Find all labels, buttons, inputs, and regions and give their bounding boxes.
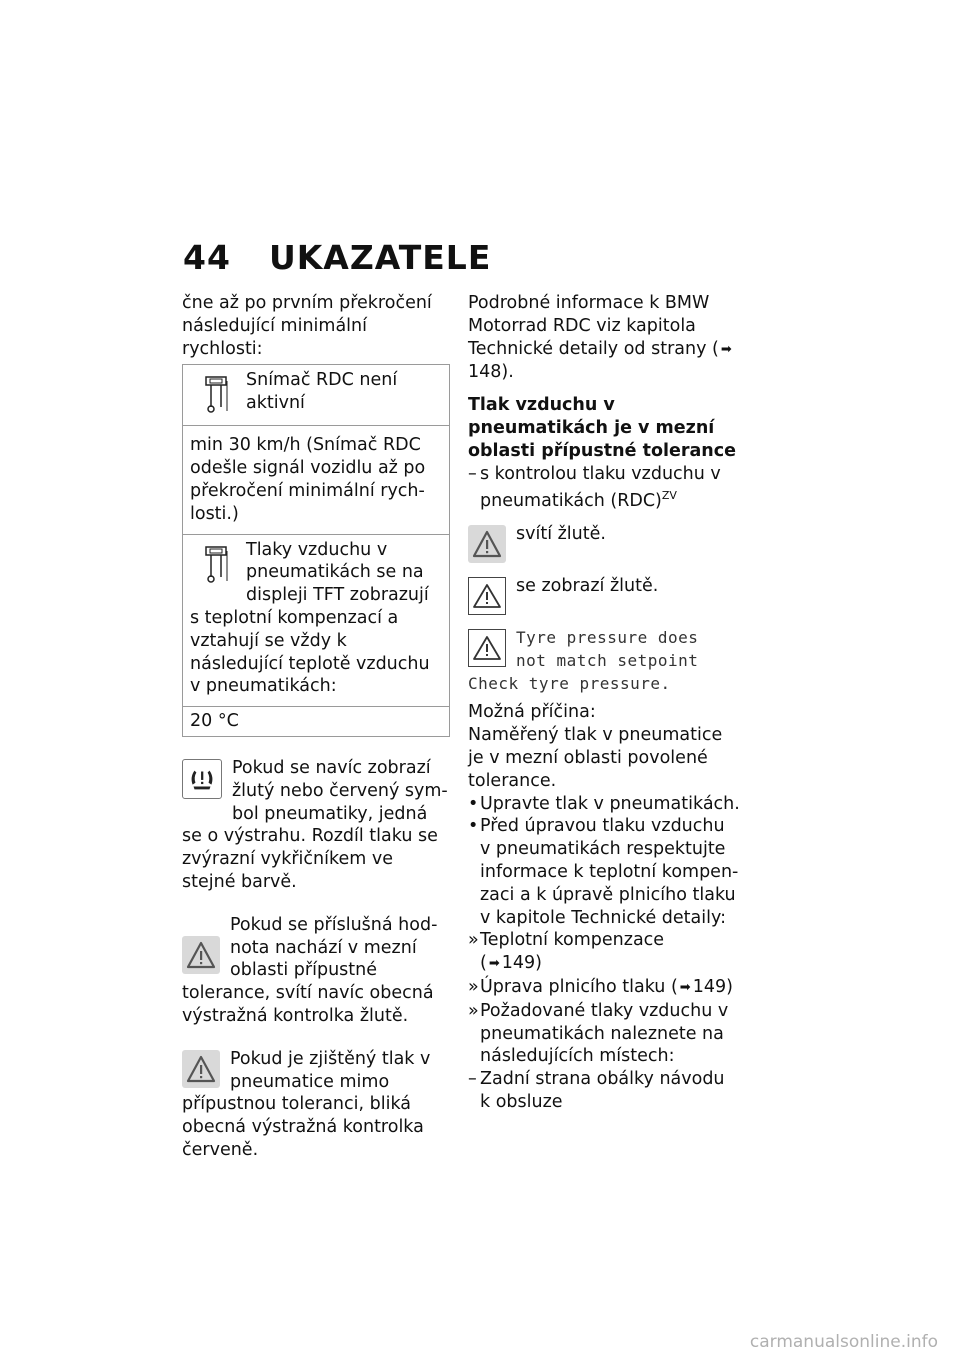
bullet-text: Před úpravou tlaku vzduchu v pneumatikách respektujte informace k teplotní kompenzaci a k úpravě plnicího tlaku v kapitole Technické detaily: bbox=[480, 816, 739, 928]
bullet-mark: • bbox=[468, 793, 479, 814]
info-paragraph bbox=[468, 292, 740, 384]
ref-mark: » bbox=[468, 1000, 479, 1021]
page-title: UKAZATELE bbox=[268, 238, 492, 277]
list-item bbox=[468, 815, 740, 929]
indicator-row bbox=[468, 523, 740, 567]
out-of-tolerance-paragraph bbox=[182, 1048, 450, 1162]
tolerance-warning-paragraph bbox=[182, 914, 450, 1028]
info-text: Podrobné informace k BMW Motorrad RDC viz kapitola Technické detaily od strany bbox=[468, 293, 710, 359]
paren-open: ( bbox=[712, 338, 719, 359]
warning-triangle-icon bbox=[468, 577, 506, 615]
warning-triangle-icon bbox=[468, 629, 506, 667]
sensor-icon bbox=[200, 375, 232, 415]
bullet-text: Upravte tlak v pneumatikách. bbox=[480, 793, 740, 814]
dash-text: Zadní strana obálky návodu k obsluze bbox=[480, 1069, 725, 1112]
out-of-tolerance-text: Pokud je zjištěný tlak v pneumatice mimo přípustnou toleranci, bliká obecná výstražná kontrolka červeně. bbox=[182, 1048, 431, 1160]
warning-triangle-icon bbox=[182, 936, 220, 974]
display-message bbox=[468, 627, 740, 695]
dash-mark: – bbox=[468, 1069, 477, 1090]
message-line: Tyre pressure does bbox=[516, 628, 699, 647]
right-column bbox=[468, 292, 740, 1114]
bullet-mark: • bbox=[468, 816, 479, 837]
left-column bbox=[182, 292, 450, 1162]
intro-text: čne až po prvním překročení následující minimální rychlosti: bbox=[182, 293, 432, 359]
temperature-compensation-label: Tlaky vzduchu v pneumatikách se na displeji TFT zobrazují s teplotní kompenzací a vztahují se vždy k následující teplotě vzduchu v pneumatikách: bbox=[190, 539, 430, 697]
page-ref-arrow-icon: ➡ bbox=[679, 979, 691, 995]
table-row bbox=[183, 534, 449, 707]
page-ref[interactable]: 149) bbox=[692, 976, 733, 997]
rdc-info-table bbox=[182, 364, 450, 737]
condition-item bbox=[468, 463, 740, 513]
table-row bbox=[183, 706, 449, 736]
ref-text: Požadované tlaky vzduchu v pneumatikách naleznete na následujících místech: bbox=[480, 1000, 729, 1067]
indicator-text: svítí žlutě. bbox=[516, 524, 606, 544]
condition-text: s kontrolou tlaku vzduchu v pneumatikách (RDC) bbox=[480, 463, 721, 512]
sensor-inactive-label: Snímač RDC není aktivní bbox=[246, 370, 398, 414]
table-row bbox=[183, 365, 449, 425]
option-superscript: ZV bbox=[661, 489, 677, 503]
indicator-row bbox=[468, 575, 740, 619]
watermark: carmanualsonline.info bbox=[749, 1332, 938, 1352]
message-line: not match setpoint bbox=[516, 650, 699, 670]
message-line: Check tyre pressure. bbox=[468, 673, 671, 693]
list-item bbox=[468, 793, 740, 816]
tire-warning-paragraph bbox=[182, 757, 450, 894]
page-ref[interactable]: 149) bbox=[501, 953, 542, 974]
warning-triangle-icon bbox=[182, 1050, 220, 1088]
sensor-icon bbox=[200, 545, 232, 585]
dash-mark: – bbox=[468, 463, 477, 484]
section-heading: Tlak vzduchu v pneumatikách je v mezní oblasti přípustné tolerance bbox=[468, 395, 736, 461]
ref-text: Teplotní kompenzace bbox=[480, 930, 665, 951]
page-ref[interactable]: 148). bbox=[468, 362, 514, 383]
page-ref-arrow-icon: ➡ bbox=[488, 956, 500, 972]
tire-pressure-icon bbox=[182, 759, 222, 799]
page-header bbox=[183, 238, 491, 277]
table-row bbox=[183, 425, 449, 533]
list-item bbox=[468, 1000, 740, 1068]
ref-mark: » bbox=[468, 930, 479, 951]
page-ref-arrow-icon: ➡ bbox=[720, 341, 732, 357]
tolerance-warning-text: Pokud se příslušná hodnota nachází v mezní oblasti přípustné tolerance, svítí navíc obecná výstražná kontrolka žlutě. bbox=[182, 914, 438, 1026]
ref-mark: » bbox=[468, 976, 479, 997]
cause-title: Možná příčina: bbox=[468, 702, 596, 723]
reference-temperature-value: 20 °C bbox=[190, 711, 239, 732]
indicator-text: se zobrazí žlutě. bbox=[516, 576, 659, 596]
paren-open: ( bbox=[480, 953, 487, 974]
page-number: 44 bbox=[183, 238, 231, 277]
list-item bbox=[468, 1068, 740, 1114]
warning-triangle-icon bbox=[468, 525, 506, 563]
tire-warning-text: Pokud se navíc zobrazí žlutý nebo červený symbol pneumatiky, jedná se o výstrahu. Rozdíl tlaku se zvýrazní vykřičníkem ve stejné barvě. bbox=[182, 757, 448, 892]
list-item bbox=[468, 976, 740, 1000]
ref-text: Úprava plnicího tlaku ( bbox=[480, 976, 678, 997]
minimum-speed-value: min 30 km/h (Snímač RDC odešle signál vozidlu až po překročení minimální rychlosti.) bbox=[190, 435, 426, 524]
list-item bbox=[468, 929, 740, 976]
cause-text: Naměřený tlak v pneumatice je v mezní oblasti povolené tolerance. bbox=[468, 725, 723, 791]
